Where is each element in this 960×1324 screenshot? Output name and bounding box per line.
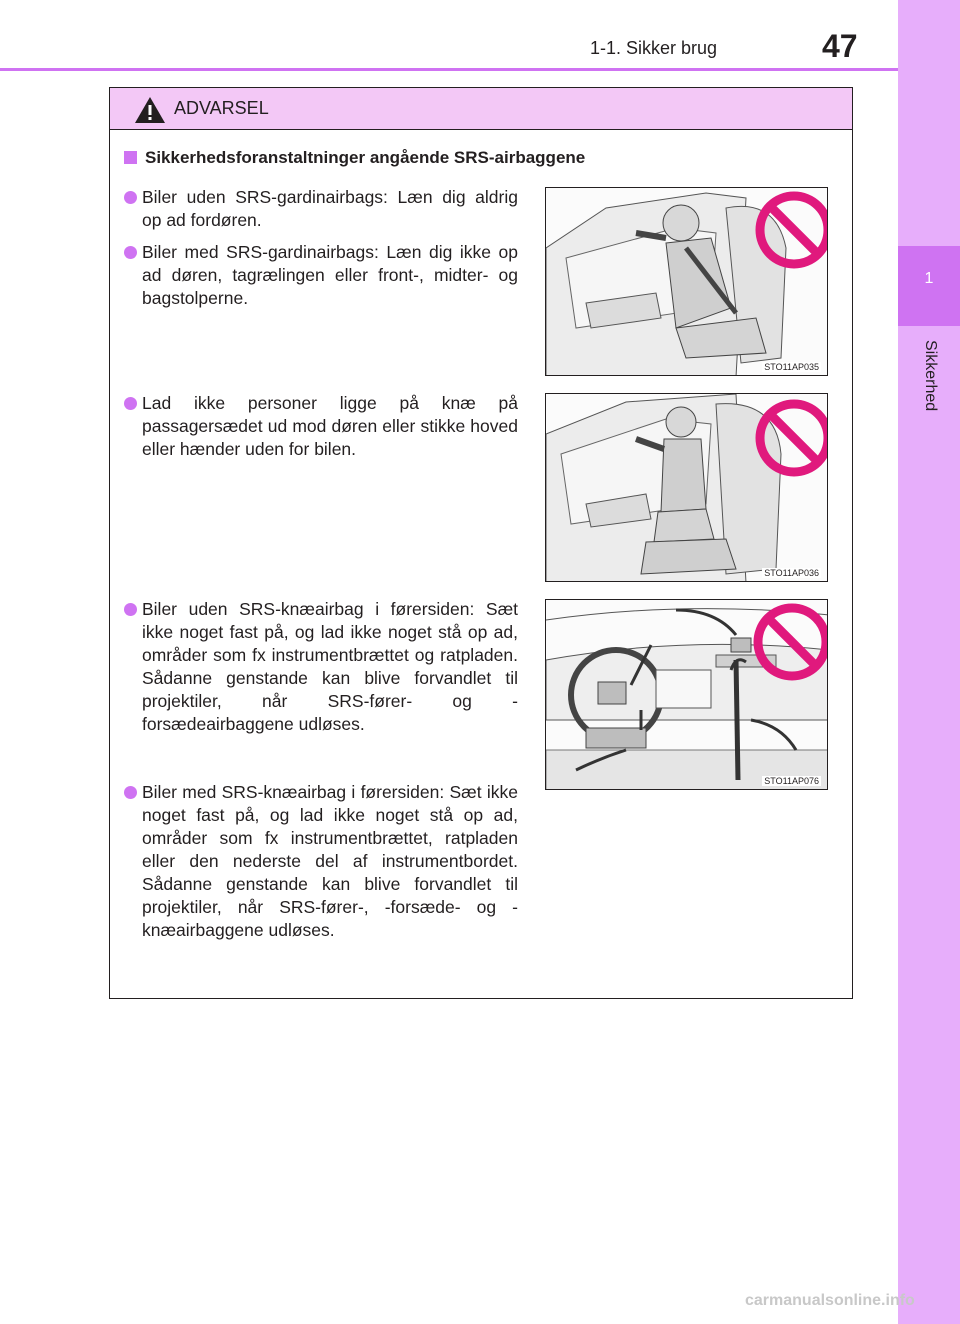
- square-bullet-icon: [124, 151, 137, 164]
- warning-title: ADVARSEL: [174, 98, 269, 118]
- bullet-dot-icon: [124, 246, 137, 259]
- bullet-text: Lad ikke personer ligge på knæ på passagersædet ud mod døren eller stikke hoved eller hænder uden for bilen.: [142, 393, 518, 459]
- header-rule: [0, 68, 898, 71]
- bullet-text: Biler uden SRS-knæairbag i førersiden: Sæt ikke noget fast på, og lad ikke noget stå op ad, områder som fx instrumentbrættet og ratpladen. Sådanne genstande kan blive forvandlet til projektiler, når SRS-fører- og -forsædeairbaggene udløses.: [142, 599, 518, 734]
- chapter-label: Sikkerhed: [922, 340, 939, 412]
- illustration-dashboard: [546, 600, 828, 790]
- figure-leaning-on-door: [545, 187, 828, 376]
- figure-kneeling-on-seat: [545, 393, 828, 582]
- bullet-item: [142, 598, 518, 736]
- warning-box: [109, 87, 853, 999]
- warning-subheading: Sikkerhedsforanstaltninger angående SRS-airbaggene: [124, 148, 585, 168]
- bullet-dot-icon: [124, 191, 137, 204]
- bullet-text: Biler med SRS-knæairbag i førersiden: Sæt ikke noget fast på, og lad ikke noget stå op ad, områder som fx instrumentbrættet, ratpladen eller den nederste del af instrumentbordet. Sådanne genstande kan blive forvandlet til projektiler, når SRS-fører-, -forsæde- og -knæairbaggene udløses.: [142, 782, 518, 940]
- side-tab: [898, 0, 960, 1324]
- bullet-text: Biler med SRS-gardinairbags: Læn dig ikke op ad døren, tagrælingen eller front-, midter- og bagstolperne.: [142, 242, 518, 308]
- bullet-dot-icon: [124, 397, 137, 410]
- warning-triangle-icon: [134, 96, 166, 124]
- figure-code: STO11AP036: [764, 568, 819, 578]
- bullet-item: [142, 781, 518, 942]
- chapter-number: 1: [924, 270, 934, 287]
- illustration-leaning-on-door: [546, 188, 828, 376]
- bullet-item: [142, 392, 518, 461]
- warning-header: [110, 88, 852, 130]
- bullet-item: [142, 186, 518, 232]
- header-section: 1-1. Sikker brug: [590, 38, 718, 58]
- page-number: 47: [822, 28, 858, 64]
- bullet-dot-icon: [124, 786, 137, 799]
- illustration-kneeling-on-seat: [546, 394, 828, 582]
- figure-code: STO11AP076: [764, 776, 819, 786]
- figure-code: STO11AP035: [764, 362, 819, 372]
- figure-dashboard: [545, 599, 828, 790]
- bullet-dot-icon: [124, 603, 137, 616]
- bullet-item: [142, 241, 518, 310]
- watermark: carmanualsonline.info: [745, 1292, 915, 1309]
- bullet-text: Biler uden SRS-gardinairbags: Læn dig aldrig op ad fordøren.: [142, 187, 518, 230]
